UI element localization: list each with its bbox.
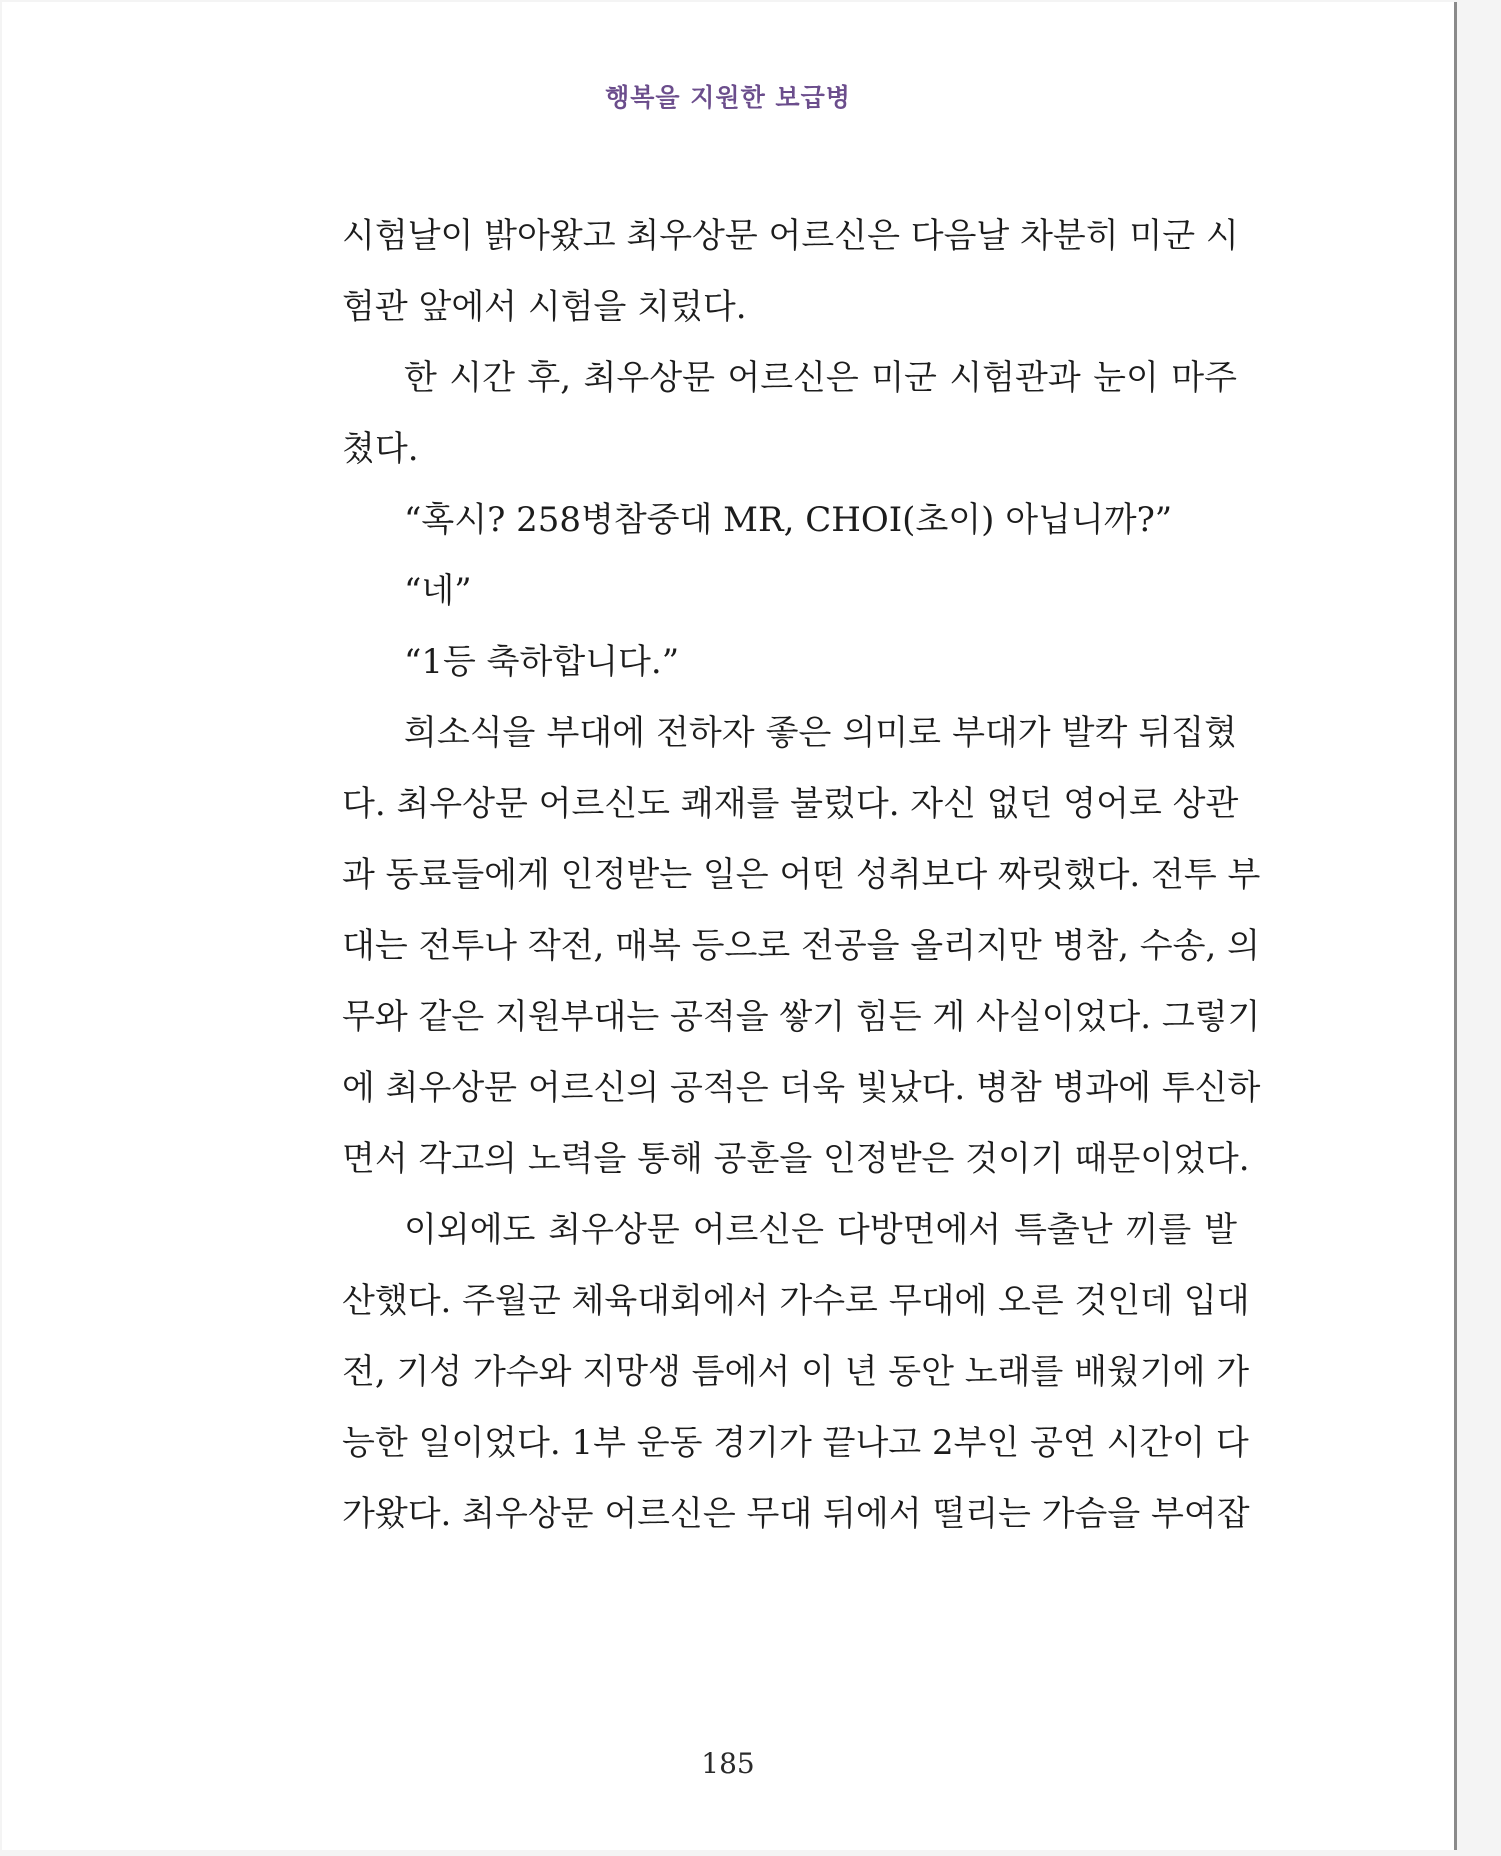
text-line: 산했다. 주월군 체육대회에서 가수로 무대에 오른 것인데 입대 bbox=[342, 1281, 1250, 1321]
text-line: 대는 전투나 작전, 매복 등으로 전공을 올리지만 병참, 수송, 의 bbox=[342, 926, 1260, 966]
dialogue-line: “1등 축하합니다.” bbox=[404, 642, 680, 682]
text-line: 희소식을 부대에 전하자 좋은 의미로 부대가 발칵 뒤집혔 bbox=[404, 713, 1237, 753]
text-line: 가왔다. 최우상문 어르신은 무대 뒤에서 떨리는 가슴을 부여잡 bbox=[342, 1494, 1250, 1534]
dialogue-line: “네” bbox=[404, 571, 472, 611]
book-page bbox=[2, 2, 1457, 1850]
text-line: 전, 기성 가수와 지망생 틈에서 이 년 동안 노래를 배웠기에 가 bbox=[342, 1352, 1250, 1392]
text-line: 시험날이 밝아왔고 최우상문 어르신은 다음날 차분히 미군 시 bbox=[342, 216, 1239, 256]
text-line: 능한 일이었다. 1부 운동 경기가 끝나고 2부인 공연 시간이 다 bbox=[342, 1423, 1249, 1463]
dialogue-line: “혹시? 258병참중대 MR, CHOI(초이) 아닙니까?” bbox=[404, 500, 1173, 540]
text-line: 다. 최우상문 어르신도 쾌재를 불렀다. 자신 없던 영어로 상관 bbox=[342, 784, 1239, 824]
text-line: 무와 같은 지원부대는 공적을 쌓기 힘든 게 사실이었다. 그렇기 bbox=[342, 997, 1261, 1037]
text-line: 이외에도 최우상문 어르신은 다방면에서 특출난 끼를 발 bbox=[404, 1210, 1237, 1250]
text-line: 험관 앞에서 시험을 치렀다. bbox=[342, 287, 747, 327]
text-line: 과 동료들에게 인정받는 일은 어떤 성취보다 짜릿했다. 전투 부 bbox=[342, 855, 1261, 895]
text-line: 쳤다. bbox=[342, 429, 419, 469]
text-line: 면서 각고의 노력을 통해 공훈을 인정받은 것이기 때문이었다. bbox=[342, 1139, 1250, 1179]
text-line: 에 최우상문 어르신의 공적은 더욱 빛났다. 병참 병과에 투신하 bbox=[342, 1068, 1261, 1108]
running-title: 행복을 지원한 보급병 bbox=[605, 83, 851, 112]
page-number: 185 bbox=[701, 1747, 755, 1780]
text-line: 한 시간 후, 최우상문 어르신은 미군 시험관과 눈이 마주 bbox=[404, 358, 1237, 398]
